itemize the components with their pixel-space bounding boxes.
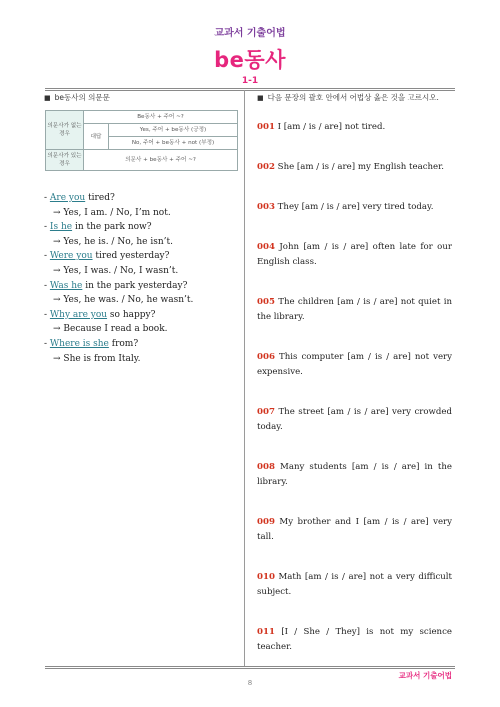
question-item: [257, 160, 452, 175]
example-blank: Is he: [49, 222, 73, 233]
question-number: 001: [257, 122, 275, 132]
no-answer-pattern: No, 주어 + be동사 + not (부정): [109, 137, 238, 150]
example-dash: -: [44, 193, 50, 203]
instruction: [257, 92, 452, 104]
wh-label: 의문사가 있는 경우: [46, 150, 84, 171]
question-number: 011: [257, 627, 275, 637]
example-answer: → Yes, he was. / No, he wasn’t.: [53, 295, 194, 306]
question-number: 005: [257, 297, 275, 307]
question-number: 006: [257, 352, 275, 362]
example-dash: -: [44, 222, 50, 233]
example-question: [44, 308, 239, 323]
example-question-rest: so happy?: [107, 309, 156, 320]
exercise-column: [257, 92, 452, 652]
answer-label: 대답: [84, 124, 109, 150]
example-question: [44, 220, 239, 235]
example-answer: → She is from Italy.: [53, 353, 141, 364]
question-item: [257, 460, 452, 490]
example-blank: Where is she: [49, 338, 109, 349]
question-text: They [am / is / are] very tired today.: [274, 202, 434, 212]
example-dash: -: [44, 309, 50, 320]
grammar-table: [45, 110, 238, 171]
example-question-rest: tired?: [85, 193, 115, 203]
example-question: [44, 191, 239, 206]
question-item: [257, 295, 452, 325]
question-text: My brother and I [am / is / are] very tall.: [257, 517, 452, 542]
no-wh-label: 의문사가 없는 경우: [46, 111, 84, 150]
question-item: [257, 405, 452, 435]
question-item: [257, 240, 452, 270]
example-dash: -: [44, 338, 50, 349]
example-question: [44, 279, 239, 294]
grammar-section-title: be동사의 의문문: [54, 93, 110, 102]
question-number: 008: [257, 462, 275, 472]
page-number: 8: [247, 679, 253, 687]
example-question-rest: from?: [108, 338, 139, 349]
question-item: [257, 625, 452, 655]
question-item: [257, 350, 452, 380]
question-text: She [am / is / are] my English teacher.: [274, 162, 445, 172]
square-bullet-icon: ■: [257, 94, 264, 102]
series-title: 교과서 기출어법: [214, 28, 286, 39]
question-text: I [am / is / are] not tired.: [274, 122, 386, 132]
example-blank: Are you: [49, 193, 86, 203]
question-text: John [am / is / are] often late for our English class.: [257, 242, 452, 267]
question-text: The street [am / is / are] very crowded today.: [257, 407, 452, 432]
question-number: 002: [257, 162, 275, 172]
example-blank: Were you: [49, 251, 93, 262]
yes-answer-pattern: Yes, 주어 + be동사 (긍정): [109, 124, 238, 137]
question-pattern: Be동사 + 주어 ~?: [84, 111, 238, 124]
example-blank: Was he: [49, 280, 83, 291]
question-number: 007: [257, 407, 275, 417]
question-number: 009: [257, 517, 275, 527]
example-list: [44, 191, 239, 366]
question-text: This computer [am / is / are] not very expensive.: [257, 352, 452, 377]
example-question: [44, 249, 239, 264]
question-text: [I / She / They] is not my science teacher.: [257, 627, 452, 652]
example-answer: → Because I read a book.: [53, 324, 168, 335]
grammar-column: [44, 92, 239, 366]
question-number: 003: [257, 202, 275, 212]
unit-number: 1-1: [241, 76, 259, 86]
question-text: Many students [am / is / are] in the library.: [257, 462, 452, 487]
question-number: 004: [257, 242, 275, 252]
top-divider: [45, 88, 455, 91]
grammar-section-heading: [44, 92, 239, 104]
question-text: The children [am / is / are] not quiet in the library.: [257, 297, 452, 322]
page-title: be동사: [214, 48, 286, 72]
question-text: Math [am / is / are] not a very difficult subject.: [257, 572, 452, 597]
example-blank: Why are you: [49, 309, 108, 320]
square-bullet-icon: ■: [44, 94, 51, 102]
footer-brand: 교과서 기출어법: [398, 671, 452, 680]
example-question-rest: tired yesterday?: [92, 251, 170, 262]
example-question-rest: in the park yesterday?: [82, 280, 188, 291]
question-item: [257, 200, 452, 215]
question-item: [257, 120, 452, 135]
question-item: [257, 570, 452, 600]
example-question-rest: in the park now?: [72, 222, 152, 233]
bottom-divider: [45, 666, 455, 669]
example-dash: -: [44, 280, 50, 291]
example-answer: → Yes, he is. / No, he isn’t.: [53, 236, 173, 247]
column-divider: [244, 90, 245, 666]
instruction-text: 다음 문장의 괄호 안에서 어법상 옳은 것을 고르시오.: [267, 93, 439, 102]
example-question: [44, 337, 239, 352]
question-number: 010: [257, 572, 275, 582]
question-item: [257, 515, 452, 545]
example-dash: -: [44, 251, 50, 262]
example-answer: → Yes, I am. / No, I’m not.: [53, 207, 171, 218]
example-answer: → Yes, I was. / No, I wasn’t.: [53, 265, 179, 276]
wh-question-pattern: 의문사 + be동사 + 주어 ~?: [84, 150, 238, 171]
